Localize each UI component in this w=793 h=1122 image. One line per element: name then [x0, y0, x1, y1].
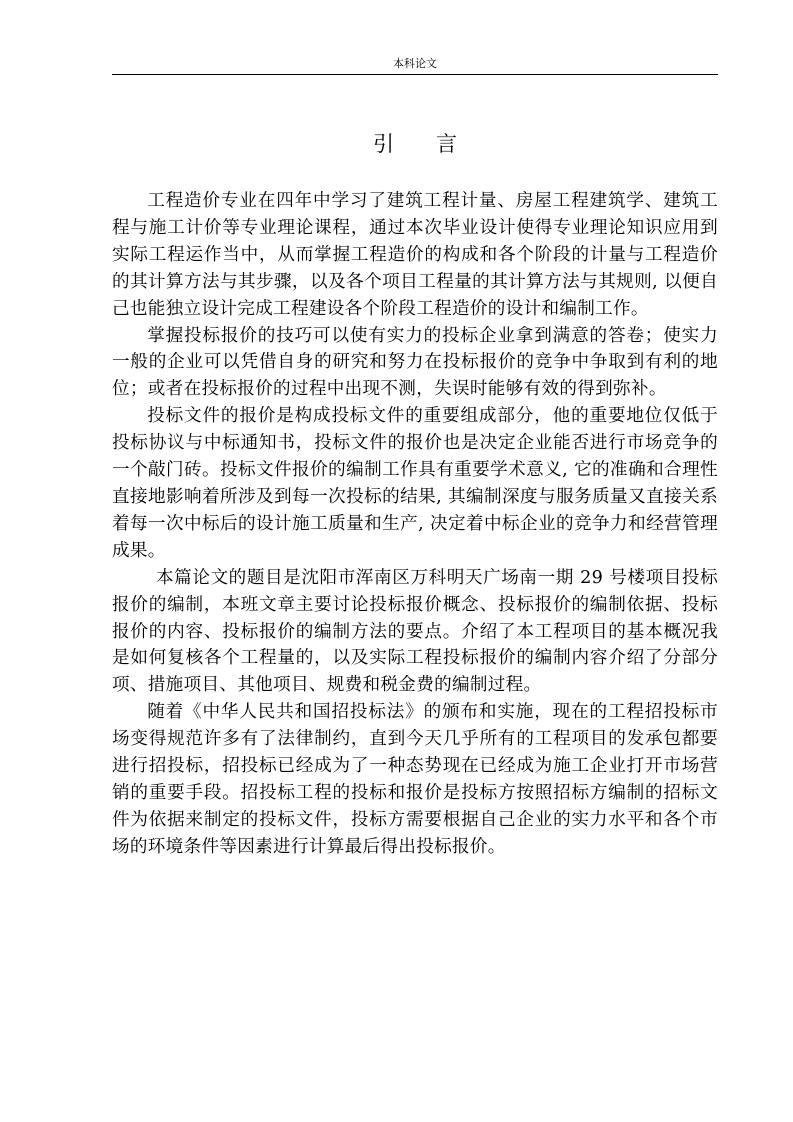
paragraph-3: 投标文件的报价是构成投标文件的重要组成部分，他的重要地位仅低于投标协议与中标通知书，投标文件的报价也是决定企业能否进行市场竞争的一个敲门砖。投标文件报价的编制工作具有重要学术意义, 它的准确和合理性直接地影响着所涉及到每一次投标的结果, 其编制深度与服务质量又直接关系着每一次中标后的设计施工质量和生产, 决定着中标企业的竞争力和经营管理成果。	[112, 406, 718, 561]
page-header	[112, 52, 718, 75]
section-title-char-1: 引	[373, 132, 394, 156]
paragraph-4: 本篇论文的题目是沈阳市浑南区万科明天广场南一期 29 号楼项目投标报价的编制，本班文章主要讨论投标报价概念、投标报价的编制依据、投标报价的内容、投标报价的编制方法的要点。介绍了本工程项目的基本概况我是如何复核各个工程量的，以及实际工程投标报价的编制内容介绍了分部分项、措施项目、其他项目、规费和税金费的编制过程。	[112, 567, 718, 696]
section-title	[112, 130, 718, 158]
paragraph-1: 工程造价专业在四年中学习了建筑工程计量、房屋工程建筑学、建筑工程与施工计价等专业理论课程，通过本次毕业设计使得专业理论知识应用到实际工程运作当中，从而掌握工程造价的构成和各个阶段的计量与工程造价的其计算方法与其步骤，以及各个项目工程量的其计算方法与其规则, 以便自己也能独立设计完成工程建设各个阶段工程造价的设计和编制工作。	[112, 191, 718, 319]
section-title-char-2: 言	[436, 132, 457, 156]
paragraph-5: 随着《中华人民共和国招投标法》的颁布和实施，现在的工程招投标市场变得规范许多有了法律制约，直到今天几乎所有的工程项目的发承包都要进行招投标，招投标已经成为了一种态势现在已经成为施工企业打开市场营销的重要手段。招投标工程的投标和报价是投标方按照招标方编制的招标文件为依据来制定的投标文件，投标方需要根据自己企业的实力水平和各个市场的环境条件等因素进行计算最后得出投标报价。	[112, 702, 718, 857]
running-title: 本科论文	[393, 57, 437, 70]
body-text	[112, 188, 718, 861]
paragraph-2: 掌握投标报价的技巧可以使有实力的投标企业拿到满意的答卷；使实力一般的企业可以凭借自身的研究和努力在投标报价的竞争中争取到有利的地位；或者在投标报价的过程中出现不测，失误时能够有效的得到弥补。	[112, 325, 718, 400]
